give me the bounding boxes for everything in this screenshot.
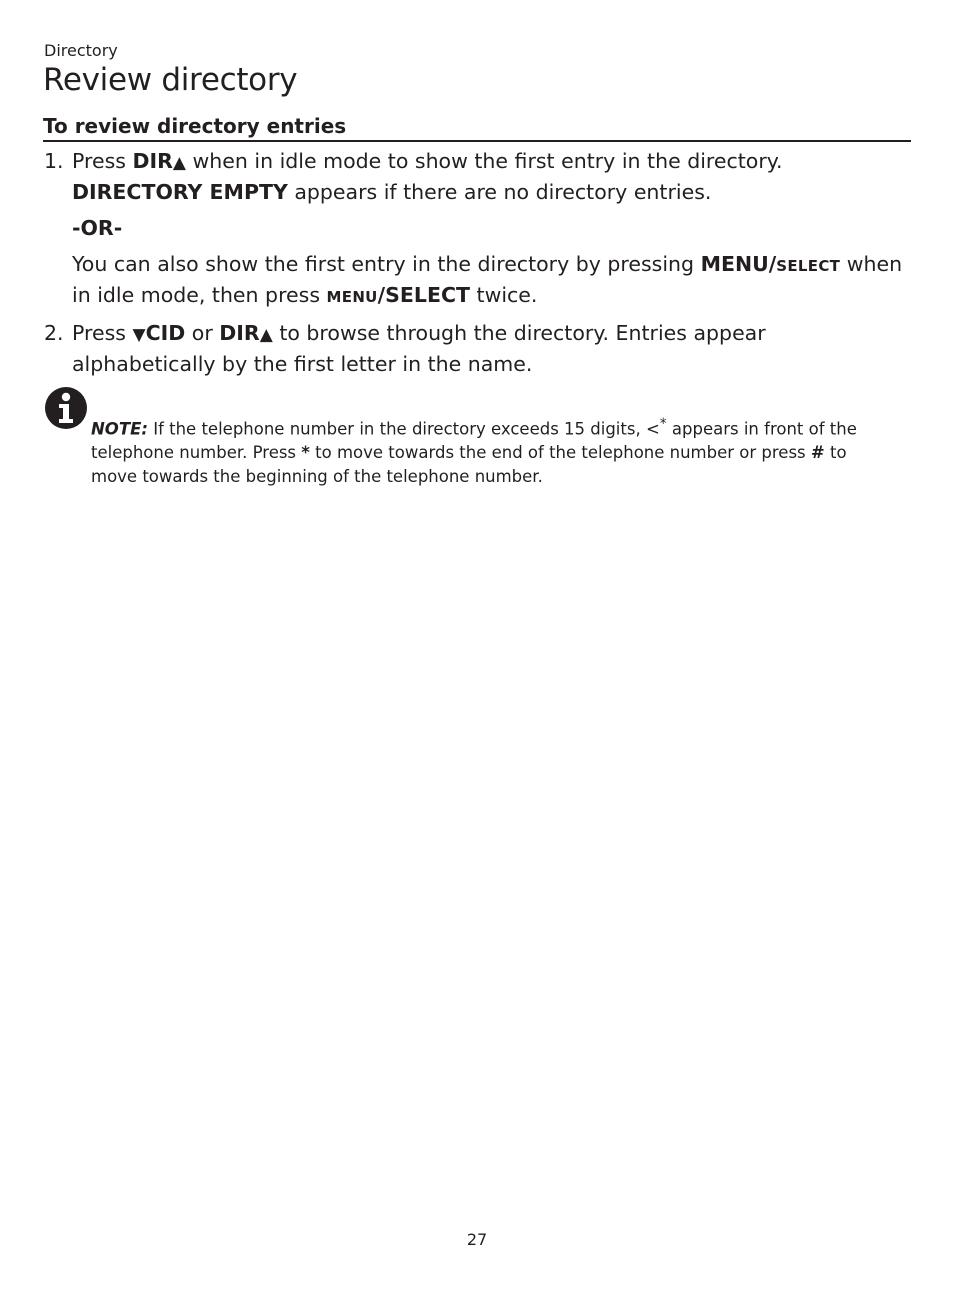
info-icon — [44, 386, 88, 430]
text: to move towards the beginning of the telephone number. — [91, 443, 847, 486]
star-superscript: * — [659, 416, 667, 432]
procedure-heading: To review directory entries — [43, 113, 911, 142]
up-arrow-icon: ▲ — [259, 325, 273, 345]
star-key: * — [301, 443, 310, 462]
step-number: 1. — [44, 149, 64, 173]
step-number: 2. — [44, 321, 64, 345]
up-arrow-icon: ▲ — [172, 153, 186, 173]
text: You can also show the first entry in the directory by pressing — [72, 252, 701, 276]
or-text: -OR- — [72, 216, 123, 240]
dir-key: DIR — [132, 149, 173, 173]
text: Press — [72, 321, 133, 345]
steps-list — [44, 147, 914, 379]
text: to browse through the directory. Entries appear alphabetically by the first letter in the name. — [72, 321, 766, 376]
step-1-alternative — [72, 250, 914, 312]
text: Press — [72, 149, 133, 173]
dir-key: DIR — [219, 321, 260, 345]
select-key-smallcaps: SELECT — [776, 257, 841, 275]
menu-key: MENU/ — [700, 252, 777, 276]
text: or — [185, 321, 220, 345]
text: when in idle mode, then press — [72, 252, 903, 307]
text: when in idle mode to show the first entry in the directory. — [186, 149, 783, 173]
step-2 — [44, 319, 914, 379]
step-1-text — [72, 147, 914, 207]
step-1 — [44, 147, 914, 312]
text: to move towards the end of the telephone number or press — [309, 443, 811, 462]
section-label: Directory — [44, 41, 118, 60]
or-separator — [72, 214, 914, 243]
note-label: NOTE: — [91, 419, 148, 439]
menu-key-smallcaps: MENU — [326, 288, 378, 306]
directory-empty-label: DIRECTORY EMPTY — [72, 180, 288, 204]
select-key: /SELECT — [377, 283, 471, 307]
page-title: Review directory — [43, 62, 298, 98]
step-2-text — [72, 319, 914, 379]
down-arrow-icon: ▼ — [132, 325, 146, 345]
text: appears if there are no directory entries. — [287, 180, 712, 204]
text: twice. — [470, 283, 538, 307]
text: appears in front of the telephone number. Press — [91, 419, 857, 462]
note-text — [91, 413, 891, 488]
page-number: 27 — [466, 1230, 488, 1249]
cid-key: CID — [145, 321, 186, 345]
pound-key: # — [810, 443, 825, 462]
text: If the telephone number in the directory exceeds 15 digits, < — [147, 419, 660, 439]
